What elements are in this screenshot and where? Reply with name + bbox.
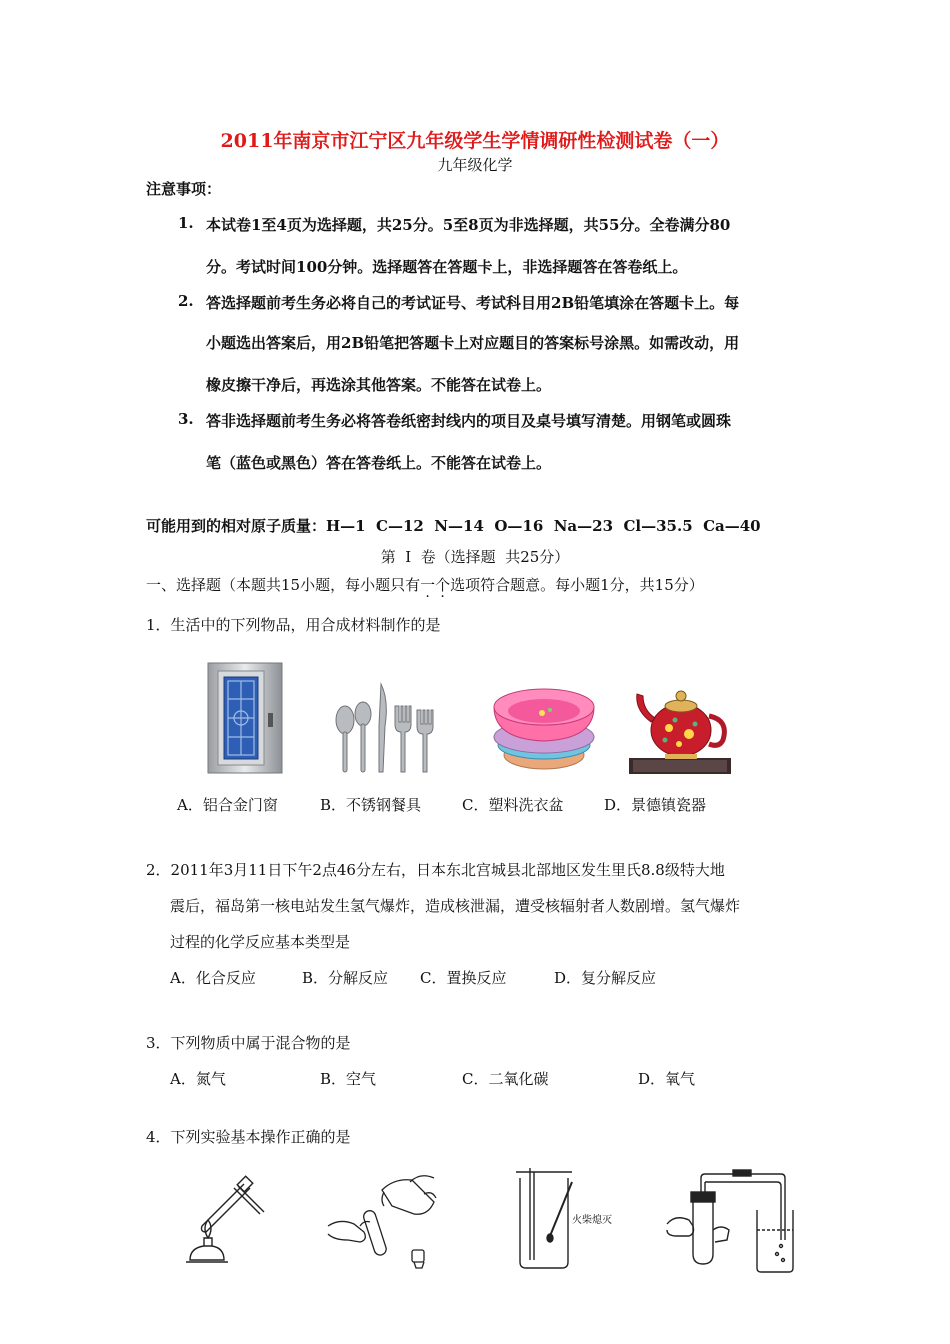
notice-num-1: 1. bbox=[178, 214, 194, 232]
notice-1-line-2: 分。考试时间100分钟。选择题答在答题卡上，非选择题答在答卷纸上。 bbox=[206, 258, 688, 276]
notice-2-line-3: 橡皮擦干净后，再选涂其他答案。不能答在试卷上。 bbox=[206, 376, 552, 394]
q2-option-b: B．分解反应 bbox=[302, 969, 389, 987]
air-tightness-check-figure bbox=[663, 1170, 793, 1274]
plastic-basin-image bbox=[492, 683, 596, 773]
stainless-cutlery-image bbox=[333, 680, 437, 776]
section-heading-emph-1: 一 bbox=[420, 576, 436, 594]
porcelain-teapot-image bbox=[629, 680, 731, 774]
pouring-liquid-figure bbox=[324, 1170, 442, 1274]
part-title: 第 I 卷（选择题 共25分） bbox=[380, 548, 570, 566]
section-heading bbox=[146, 574, 704, 595]
notice-3-line-2: 笔（蓝色或黑色）答在答卷纸上。不能答在试卷上。 bbox=[206, 454, 552, 472]
notice-2-line-2: 小题选出答案后，用2B铅笔把答题卡上对应题目的答案标号涂黑。如需改动，用 bbox=[206, 334, 740, 352]
match-extinguished-label: 火柴熄灭 bbox=[572, 1215, 612, 1226]
notice-1-line-1: 本试卷1至4页为选择题，共25分。5至8页为非选择题，共55分。全卷满分80 bbox=[206, 216, 731, 234]
section-heading-pre: 一、选择题（本题共15小题，每小题只有 bbox=[146, 576, 421, 594]
q3-option-c: C．二氧化碳 bbox=[462, 1070, 549, 1088]
notice-2-line-1: 答选择题前考生务必将自己的考试证号、考试科目用2B铅笔填涂在答题卡上。每 bbox=[206, 294, 740, 312]
q3-option-b: B．空气 bbox=[320, 1070, 377, 1088]
q1-option-c: C．塑料洗衣盆 bbox=[462, 796, 564, 814]
heating-test-tube-figure bbox=[182, 1174, 268, 1270]
notice-num-2: 2. bbox=[178, 292, 194, 310]
q1-stem: 1．生活中的下列物品，用合成材料制作的是 bbox=[146, 616, 441, 634]
page-title: 2011年南京市江宁区九年级学生学情调研性检测试卷（一） bbox=[220, 130, 730, 152]
q2-option-c: C．置换反应 bbox=[420, 969, 507, 987]
q2-stem-line-1: 2．2011年3月11日下午2点46分左右，日本东北宫城县北部地区发生里氏8.8级特大地 bbox=[146, 861, 725, 879]
q3-stem: 3．下列物质中属于混合物的是 bbox=[146, 1034, 351, 1052]
notice-3-line-1: 答非选择题前考生务必将答卷纸密封线内的项目及桌号填写清楚。用钢笔或圆珠 bbox=[206, 412, 732, 430]
section-heading-emph-2: 个 bbox=[435, 576, 451, 594]
q2-stem-line-2: 震后，福岛第一核电站发生氢气爆炸，造成核泄漏，遭受核辐射者人数剧增。氢气爆炸 bbox=[170, 897, 741, 915]
section-heading-post: 选项符合题意。每小题1分，共15分） bbox=[450, 576, 704, 594]
q1-option-d: D．景德镇瓷器 bbox=[604, 796, 707, 814]
aluminum-door-image bbox=[208, 663, 282, 773]
q3-option-a: A．氮气 bbox=[170, 1070, 226, 1088]
atomic-mass-line: 可能用到的相对原子质量：H—1 C—12 N—14 O—16 Na—23 Cl—35.5 Ca—40 bbox=[146, 517, 761, 535]
q2-stem-line-3: 过程的化学反应基本类型是 bbox=[170, 933, 351, 951]
notice-num-3: 3. bbox=[178, 410, 194, 428]
q1-option-b: B．不锈钢餐具 bbox=[320, 796, 422, 814]
q2-option-a: A．化合反应 bbox=[170, 969, 256, 987]
page-subtitle: 九年级化学 bbox=[437, 156, 513, 174]
q3-option-d: D．氧气 bbox=[638, 1070, 696, 1088]
notice-heading: 注意事项： bbox=[146, 180, 222, 198]
q4-stem: 4．下列实验基本操作正确的是 bbox=[146, 1128, 351, 1146]
q2-option-d: D．复分解反应 bbox=[554, 969, 657, 987]
q1-option-a: A．铝合金门窗 bbox=[177, 796, 278, 814]
